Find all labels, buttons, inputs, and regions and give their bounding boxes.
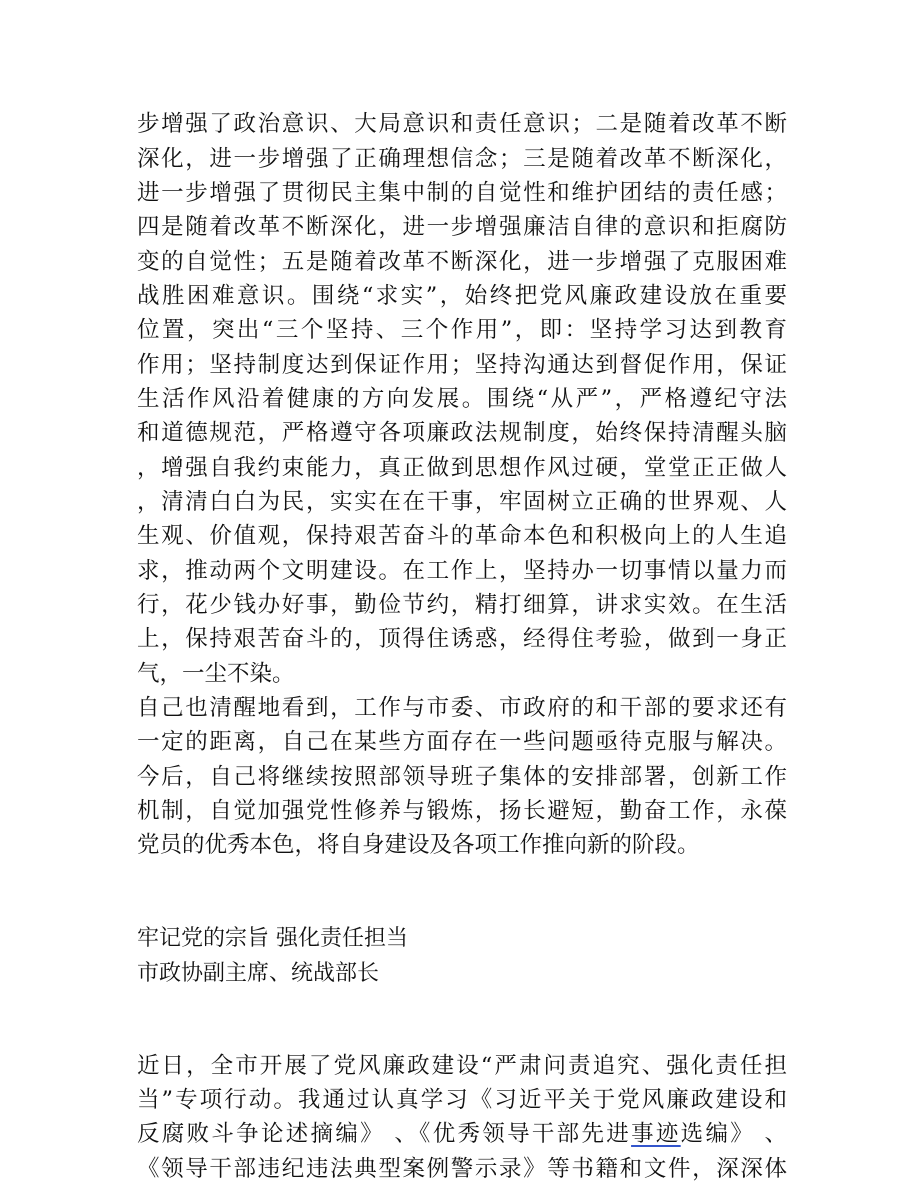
text-line: 生观、价值观，保持艰苦奋斗的革命本色和积极向上的人生追 <box>137 523 787 549</box>
text-link[interactable]: 事迹 <box>631 1121 681 1147</box>
article-byline: 市政协副主席、统战部长 <box>137 961 380 986</box>
text-line: 一定的距离，自己在某些方面存在一些问题亟待克服与解决。 <box>137 729 787 755</box>
text-line: 进一步增强了贯彻民主集中制的自觉性和维护团结的责任感； <box>137 180 787 206</box>
text-line: ，清清白白为民，实实在在干事，牢固树立正确的世界观、人 <box>137 489 787 515</box>
text-line: 步增强了政治意识、大局意识和责任意识；二是随着改革不断 <box>137 111 787 137</box>
text-line: 机制，自觉加强党性修养与锻炼，扬长避短，勤奋工作，永葆 <box>137 798 787 824</box>
text-line: 深化，进一步增强了正确理想信念；三是随着改革不断深化， <box>137 146 787 172</box>
text-line: 自己也清醒地看到，工作与市委、市政府的和干部的要求还有 <box>137 695 787 721</box>
text-line <box>137 1117 787 1151</box>
text-line: 四是随着改革不断深化，进一步增强廉洁自律的意识和拒腐防 <box>137 214 787 240</box>
text-line: 上，保持艰苦奋斗的，顶得住诱惑，经得住考验，做到一身正 <box>137 626 787 652</box>
text-line: 求，推动两个文明建设。在工作上，坚持办一切事情以量力而 <box>137 558 787 584</box>
text-segment: 选编》 、 <box>680 1121 787 1147</box>
text-line: ，增强自我约束能力，真正做到思想作风过硬，堂堂正正做人 <box>137 455 787 481</box>
text-line: 《领导干部违纪违法典型案例警示录》等书籍和文件，深深体 <box>137 1156 787 1182</box>
text-line: 当”专项行动。我通过认真学习《习近平关于党风廉政建设和 <box>137 1087 787 1113</box>
text-line: 气，一尘不染。 <box>137 661 295 687</box>
text-line: 行，花少钱办好事，勤俭节约，精打细算，讲求实效。在生活 <box>137 592 787 618</box>
text-line: 党员的优秀本色，将自身建设及各项工作推向新的阶段。 <box>137 832 700 858</box>
text-segment: 反腐败斗争论述摘编》 、《优秀领导干部先进 <box>137 1121 632 1147</box>
text-line: 作用；坚持制度达到保证作用；坚持沟通达到督促作用，保证 <box>137 352 787 378</box>
text-line: 位置，突出“三个坚持、三个作用”，即：坚持学习达到教育 <box>137 317 787 343</box>
text-line: 战胜困难意识。围绕“求实”，始终把党风廉政建设放在重要 <box>137 283 787 309</box>
text-line: 变的自觉性；五是随着改革不断深化，进一步增强了克服困难 <box>137 249 787 275</box>
article-title: 牢记党的宗旨 强化责任担当 <box>137 926 408 951</box>
text-line: 生活作风沿着健康的方向发展。围绕“从严”，严格遵纪守法 <box>137 386 787 412</box>
text-line: 和道德规范，严格遵守各项廉政法规制度，始终保持清醒头脑 <box>137 420 787 446</box>
text-line: 今后，自己将继续按照部领导班子集体的安排部署，创新工作 <box>137 764 787 790</box>
text-line: 近日，全市开展了党风廉政建设“严肃问责追究、强化责任担 <box>137 1053 787 1079</box>
